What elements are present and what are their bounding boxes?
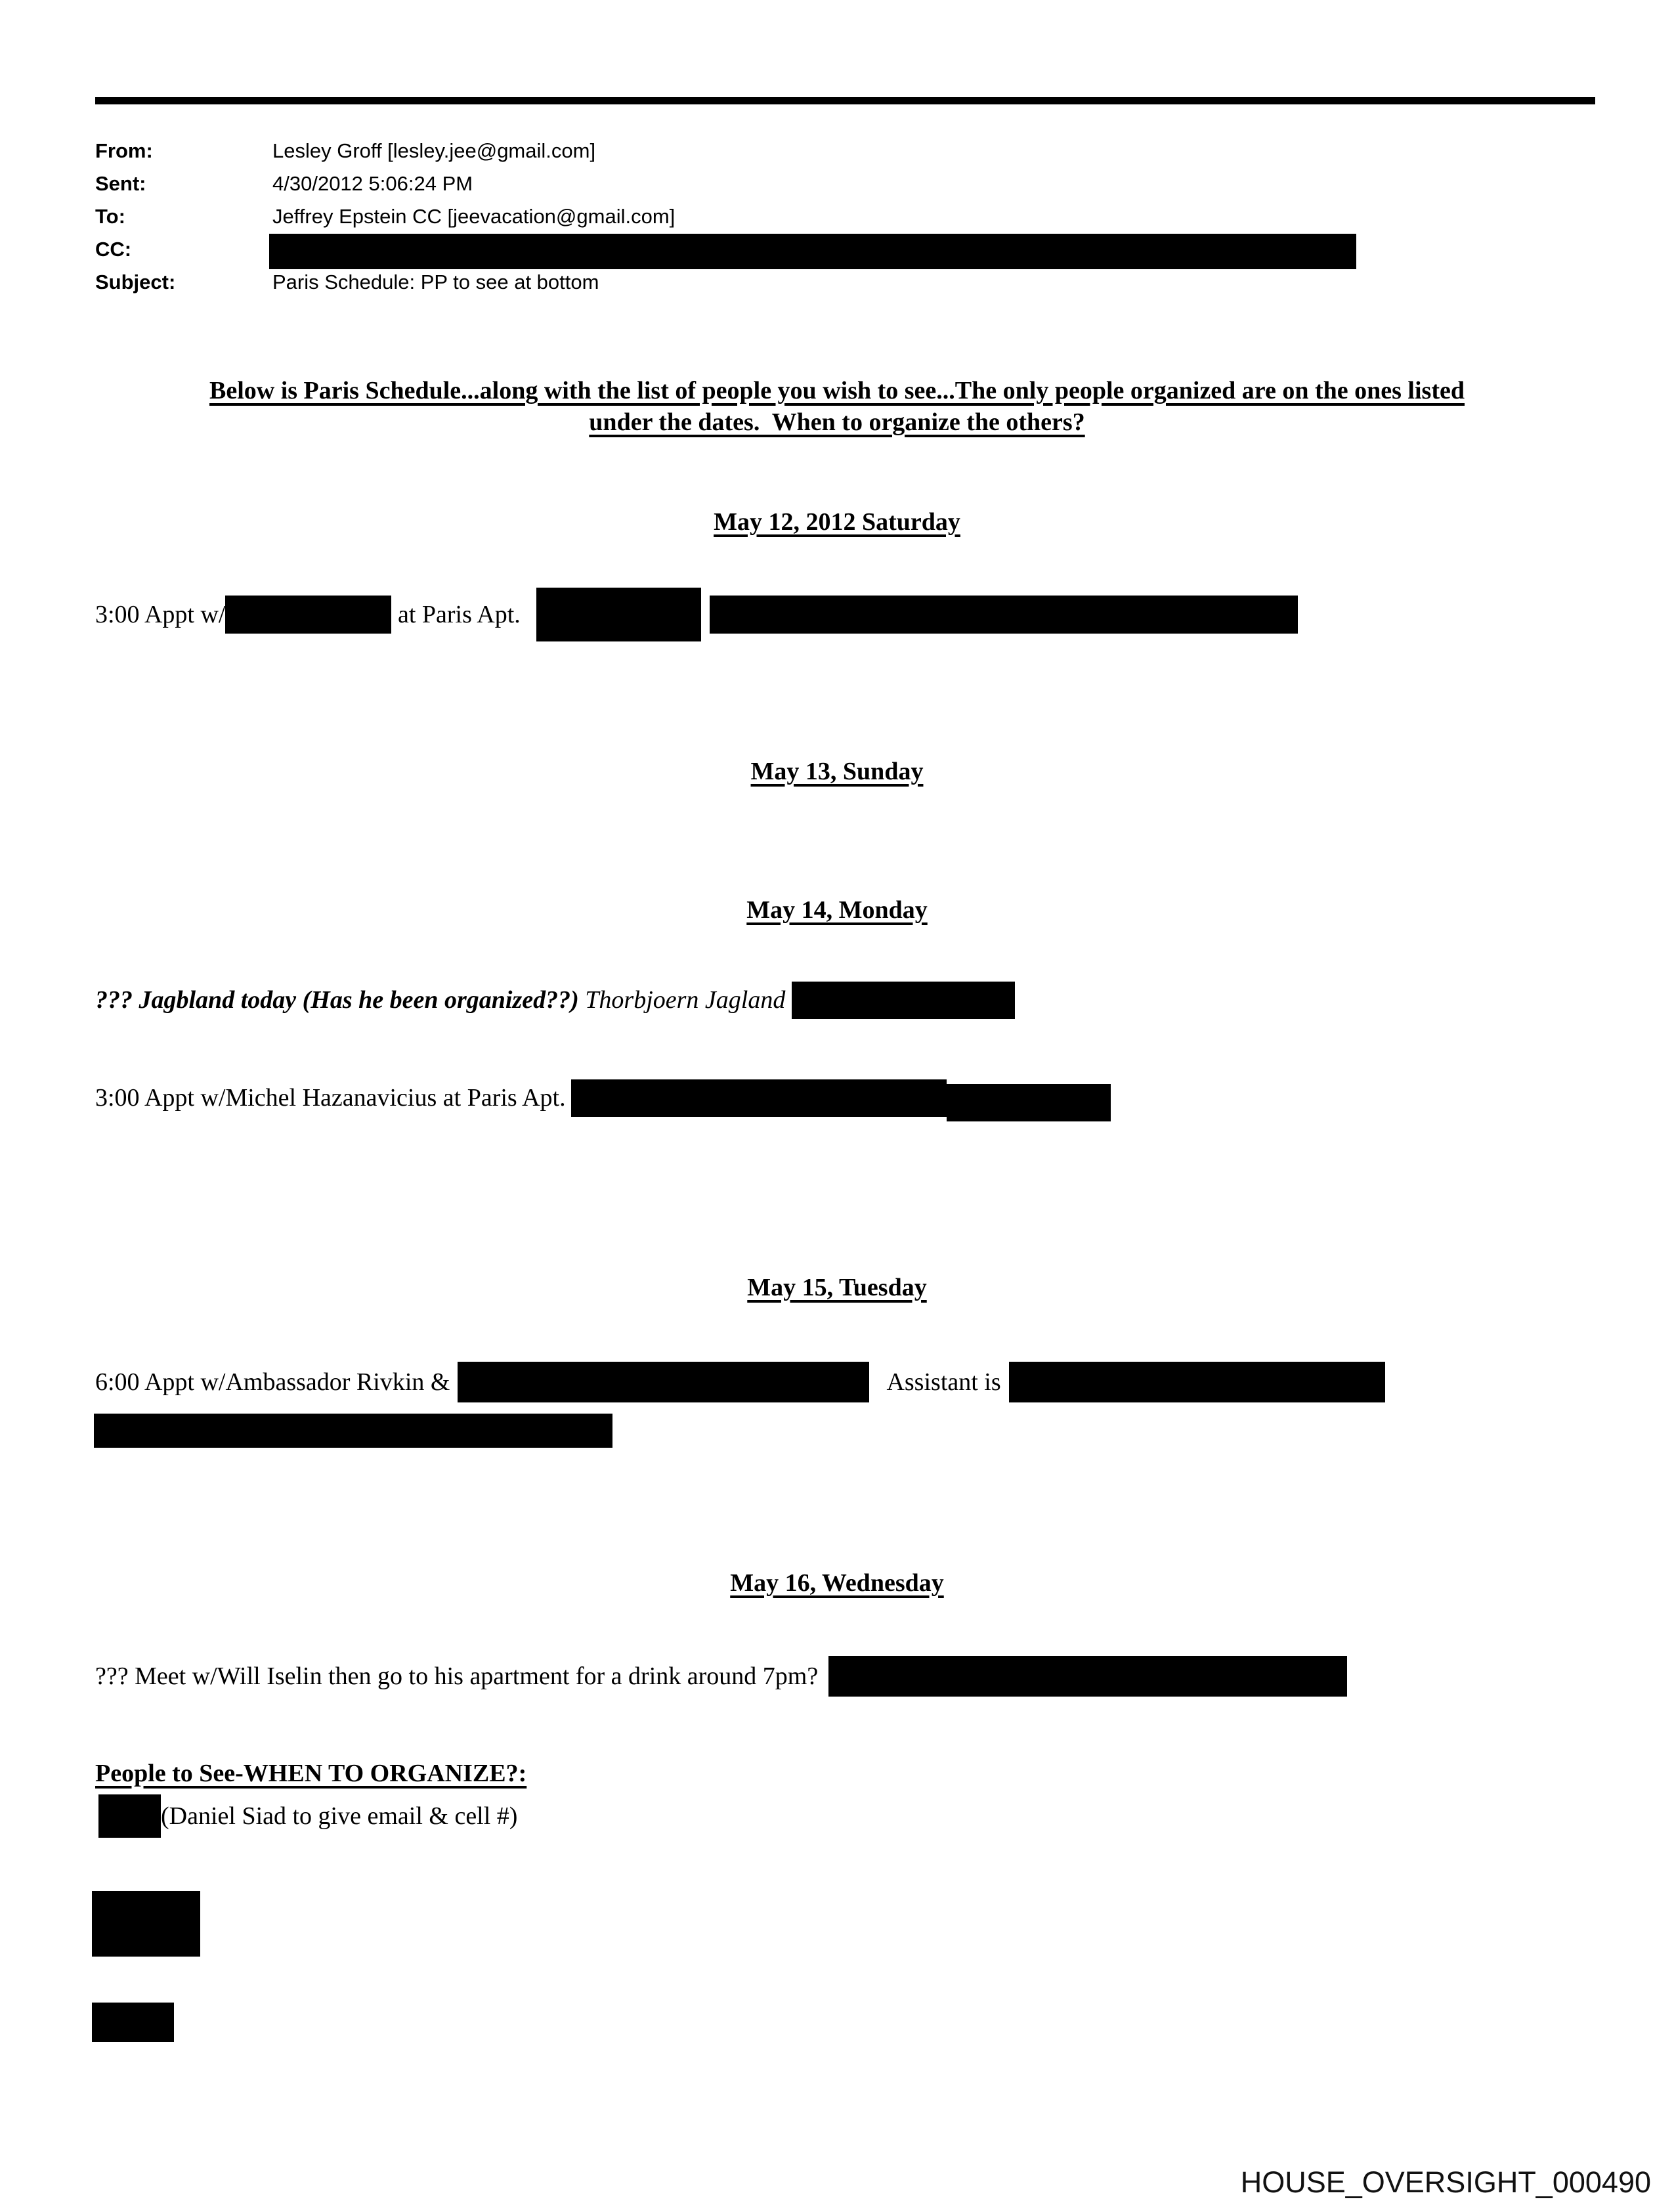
jagland-line bbox=[95, 980, 1015, 1020]
subject-value: Paris Schedule: PP to see at bottom bbox=[272, 271, 599, 293]
bates-number: HOUSE_OVERSIGHT_000490 bbox=[1240, 2165, 1651, 2199]
cc-redaction-bar bbox=[269, 234, 1356, 269]
from-value: Lesley Groff [lesley.jee@gmail.com] bbox=[272, 139, 596, 162]
redaction-block-2 bbox=[92, 2003, 174, 2042]
jagland-question-text: ??? Jagbland today (Has he been organized??) bbox=[95, 986, 579, 1014]
intro-title-line2: under the dates. When to organize the others? bbox=[589, 408, 1085, 436]
michel-redaction-bar-2 bbox=[947, 1084, 1111, 1121]
sent-label: Sent: bbox=[95, 172, 146, 195]
may12-appt-prefix: 3:00 Appt w/ bbox=[95, 601, 226, 628]
jagland-redaction-bar bbox=[792, 982, 1015, 1019]
rivkin-appointment-line bbox=[95, 1360, 1385, 1404]
subject-label: Subject: bbox=[95, 271, 176, 293]
daniel-name-redaction-block bbox=[98, 1794, 161, 1838]
redaction-block-1 bbox=[92, 1891, 200, 1957]
heading-may-14: May 14, Monday bbox=[746, 896, 928, 924]
may12-redaction-block bbox=[536, 588, 701, 641]
from-label: From: bbox=[95, 139, 153, 162]
rivkin-redaction-bar-1 bbox=[458, 1362, 869, 1402]
michel-appointment-line bbox=[95, 1077, 1111, 1119]
sent-value: 4/30/2012 5:06:24 PM bbox=[272, 172, 473, 195]
iselin-redaction-bar bbox=[828, 1656, 1347, 1697]
may12-name-redaction-bar bbox=[225, 596, 391, 634]
iselin-meet-text: ??? Meet w/Will Iselin then go to his apartment for a drink around 7pm? bbox=[95, 1662, 819, 1690]
cc-label: CC: bbox=[95, 238, 132, 261]
heading-may-15: May 15, Tuesday bbox=[747, 1274, 927, 1301]
to-label: To: bbox=[95, 205, 125, 228]
iselin-meet-line bbox=[95, 1655, 1347, 1698]
header-divider-rule bbox=[95, 97, 1595, 104]
appointment-line-may12 bbox=[95, 588, 1298, 641]
michel-appt-text: 3:00 Appt w/Michel Hazanavicius at Paris Apt. bbox=[95, 1084, 566, 1112]
jagland-name-text: Thorbjoern Jagland bbox=[578, 986, 792, 1014]
rivkin-redaction-bar-line2 bbox=[94, 1414, 612, 1448]
people-to-see-heading: People to See-WHEN TO ORGANIZE?: bbox=[95, 1760, 527, 1787]
rivkin-assistant-text: Assistant is bbox=[886, 1368, 1001, 1396]
may12-appt-suffix: at Paris Apt. bbox=[391, 601, 521, 628]
may12-redaction-bar-long bbox=[710, 596, 1298, 634]
daniel-siad-text: (Daniel Siad to give email & cell #) bbox=[161, 1802, 518, 1830]
heading-may-13: May 13, Sunday bbox=[750, 758, 924, 785]
michel-redaction-bar-1 bbox=[571, 1079, 947, 1117]
rivkin-appt-prefix: 6:00 Appt w/Ambassador Rivkin & bbox=[95, 1368, 450, 1396]
heading-may-16: May 16, Wednesday bbox=[730, 1569, 944, 1597]
heading-may-12: May 12, 2012 Saturday bbox=[714, 508, 960, 536]
intro-title-line1: Below is Paris Schedule...along with the list of people you wish to see...The only people organized are on the ones listed bbox=[209, 377, 1465, 404]
rivkin-redaction-bar-2 bbox=[1009, 1362, 1385, 1402]
daniel-siad-line bbox=[95, 1794, 517, 1838]
to-value: Jeffrey Epstein CC [jeevacation@gmail.com] bbox=[272, 205, 676, 228]
